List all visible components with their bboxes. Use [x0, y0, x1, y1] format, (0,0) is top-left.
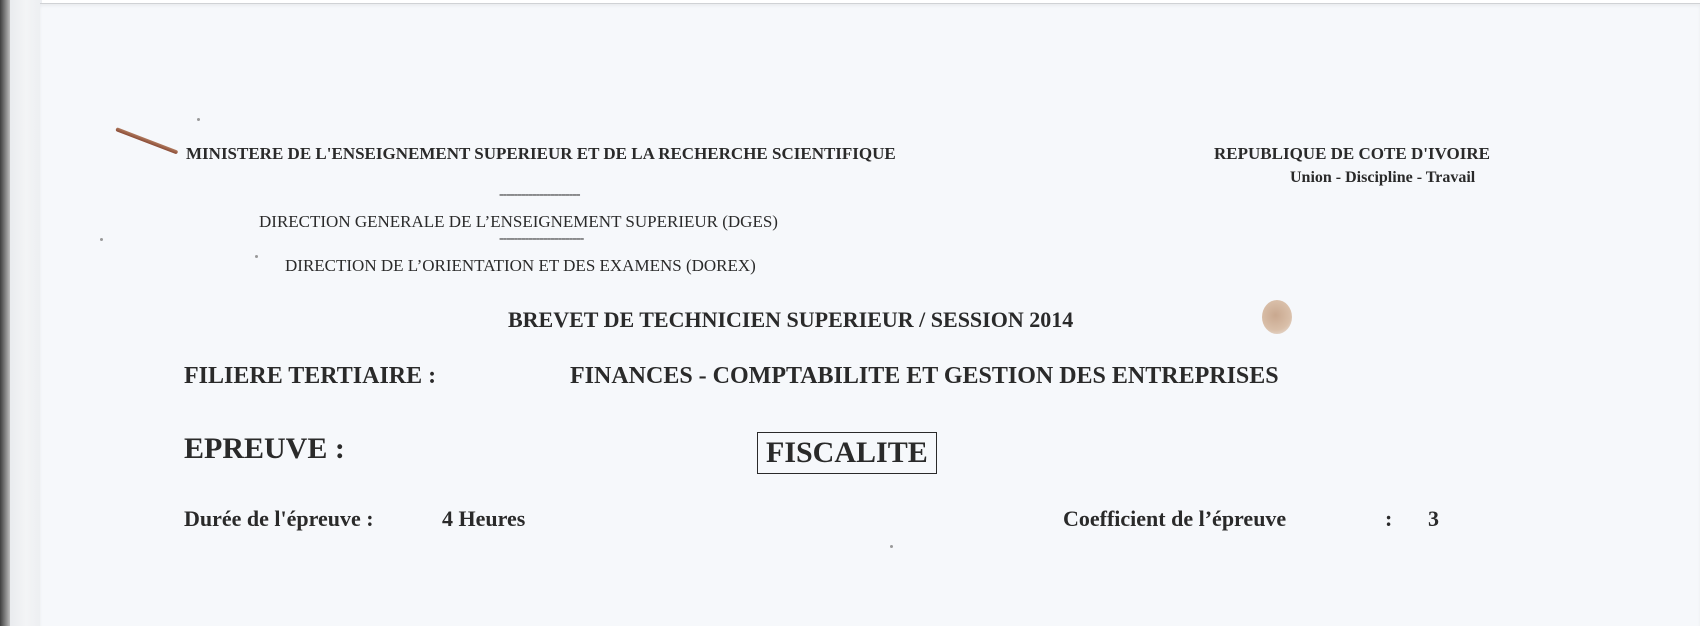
direction-dges: DIRECTION GENERALE DE L’ENSEIGNEMENT SUPERIEUR (DGES)	[259, 212, 778, 231]
ministry-heading: MINISTERE DE L'ENSEIGNEMENT SUPERIEUR ET DE LA RECHERCHE SCIENTIFIQUE	[186, 144, 896, 163]
speck-mark	[890, 545, 893, 548]
filiere-value: FINANCES - COMPTABILITE ET GESTION DES ENTREPRISES	[570, 363, 1279, 389]
duration-label: Durée de l'épreuve :	[184, 506, 374, 531]
duration-value: 4 Heures	[442, 506, 526, 531]
filiere-label: FILIERE TERTIAIRE :	[184, 363, 437, 389]
separator-line: -----------------------	[499, 231, 584, 246]
epreuve-value-box: FISCALITE	[757, 432, 937, 474]
speck-mark	[100, 238, 103, 241]
speck-mark	[197, 118, 200, 121]
national-motto: Union - Discipline - Travail	[1290, 169, 1476, 186]
republic-heading: REPUBLIQUE DE COTE D'IVOIRE	[1214, 144, 1490, 163]
binder-strip	[10, 0, 42, 626]
exam-title: BREVET DE TECHNICIEN SUPERIEUR / SESSION 2014	[508, 307, 1074, 332]
coefficient-colon: :	[1385, 506, 1393, 531]
epreuve-label: EPREUVE :	[184, 432, 345, 465]
direction-dorex: DIRECTION DE L’ORIENTATION ET DES EXAMENS (DOREX)	[285, 256, 756, 275]
stain-mark	[1262, 300, 1292, 334]
scanner-edge	[0, 0, 10, 626]
speck-mark	[255, 255, 258, 258]
coefficient-value: 3	[1428, 506, 1439, 531]
separator-line: ----------------------	[499, 187, 580, 202]
coefficient-label: Coefficient de l’épreuve	[1063, 506, 1287, 531]
